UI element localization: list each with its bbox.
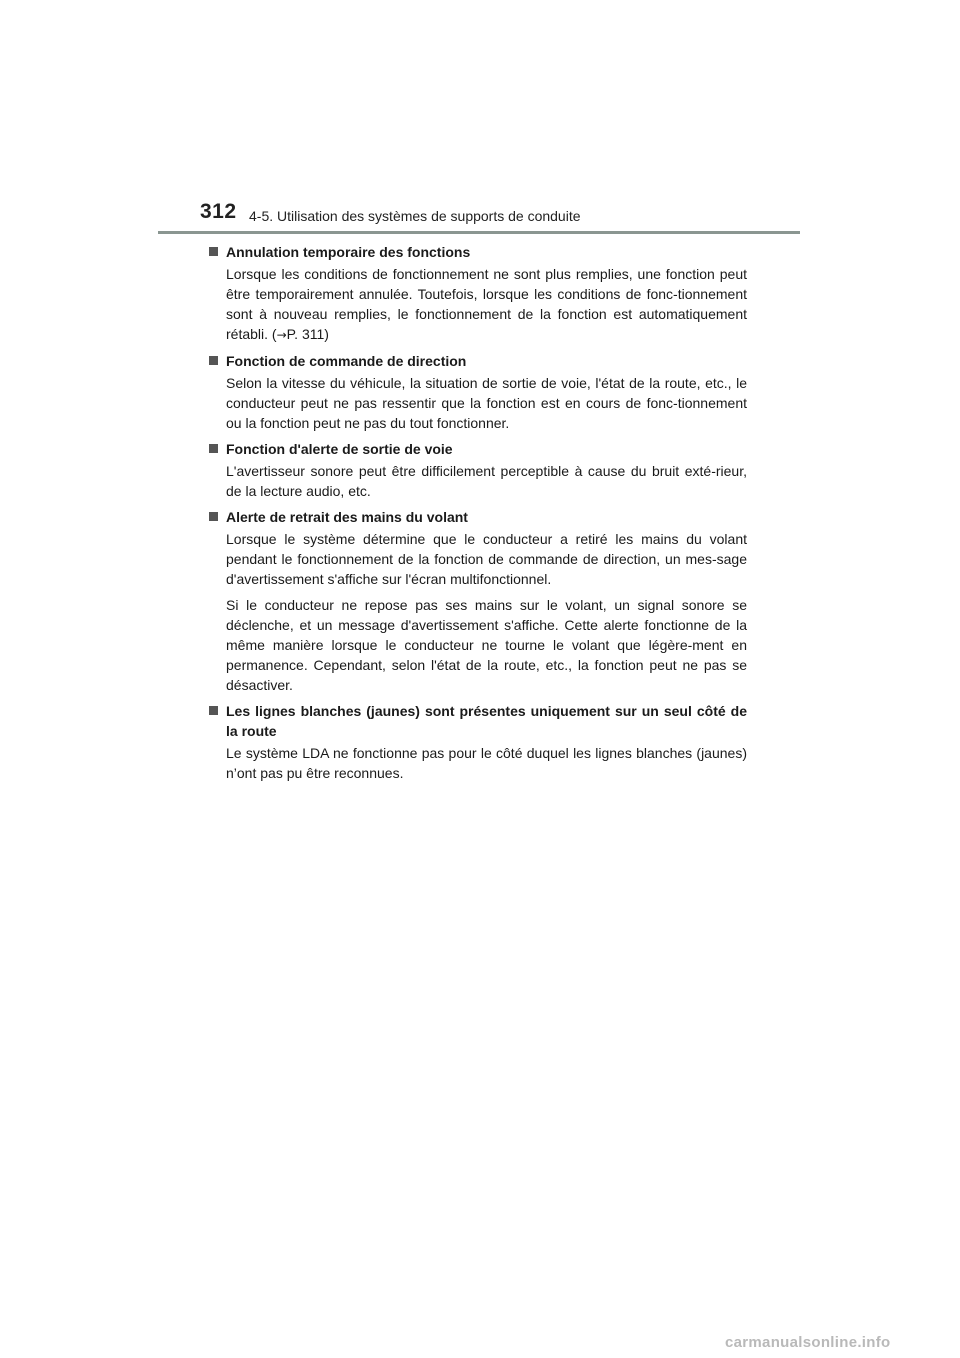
section-lane-departure-alert (209, 439, 747, 501)
square-bullet-icon (209, 512, 218, 521)
paragraph: Le système LDA ne fonctionne pas pour le côté duquel les lignes blanches (jaunes) n’ont pas pu être reconnues. (226, 745, 747, 781)
section-heading: Alerte de retrait des mains du volant (209, 507, 747, 527)
watermark-text: carmanualsonline.info (725, 1334, 891, 1351)
paragraph: Lorsque le système détermine que le conducteur a retiré les mains du volant pendant le fonctionnement de la fonction de commande de direction, un mes-sage d'avertissement s'affiche sur l'écran multifonctionnel. (226, 531, 747, 587)
arrow-right-icon: → (276, 328, 287, 342)
main-content (209, 242, 747, 789)
page-reference-link[interactable]: P. 311 (286, 326, 325, 342)
header-divider (158, 231, 800, 234)
section-heading: Fonction de commande de direction (209, 351, 747, 371)
chapter-title: 4-5. Utilisation des systèmes de supports de conduite (249, 208, 581, 224)
paragraph: Lorsque les conditions de fonctionnement ne sont plus remplies, une fonction peut être temporairement annulée. Toutefois, lorsque les conditions de fonc-tionnement sont à nouveau remplies, le fonctionnement de la fonction est automatiquement rétabli. (→P. 311) (226, 266, 747, 342)
paragraph: L'avertisseur sonore peut être difficilement perceptible à cause du bruit exté-rieur, de la lecture audio, etc. (226, 463, 747, 499)
page-number: 312 (200, 200, 237, 223)
section-steering-control (209, 351, 747, 433)
section-single-side-lines (209, 701, 747, 783)
square-bullet-icon (209, 706, 218, 715)
section-heading: Annulation temporaire des fonctions (209, 242, 747, 262)
paragraph: Selon la vitesse du véhicule, la situation de sortie de voie, l'état de la route, etc., le conducteur peut ne pas ressentir que la fonction est en cours de fonc-tionnement ou la fonction peut ne pas du tout fonctionner. (226, 375, 747, 431)
square-bullet-icon (209, 356, 218, 365)
section-temporary-cancellation (209, 242, 747, 345)
section-heading: Fonction d'alerte de sortie de voie (209, 439, 747, 459)
square-bullet-icon (209, 444, 218, 453)
square-bullet-icon (209, 247, 218, 256)
paragraph: Si le conducteur ne repose pas ses mains sur le volant, un signal sonore se déclenche, et un message d'avertissement s'affiche. Cette alerte fonctionne de la même manière lorsque le conducteur ne tourne le volant que légère-ment en permanence. Cependant, selon l'état de la route, etc., la fonction peut ne pas se désactiver. (226, 597, 747, 693)
section-heading: Les lignes blanches (jaunes) sont présentes uniquement sur un seul côté de la route (209, 701, 747, 741)
section-hands-off-alert (209, 507, 747, 695)
